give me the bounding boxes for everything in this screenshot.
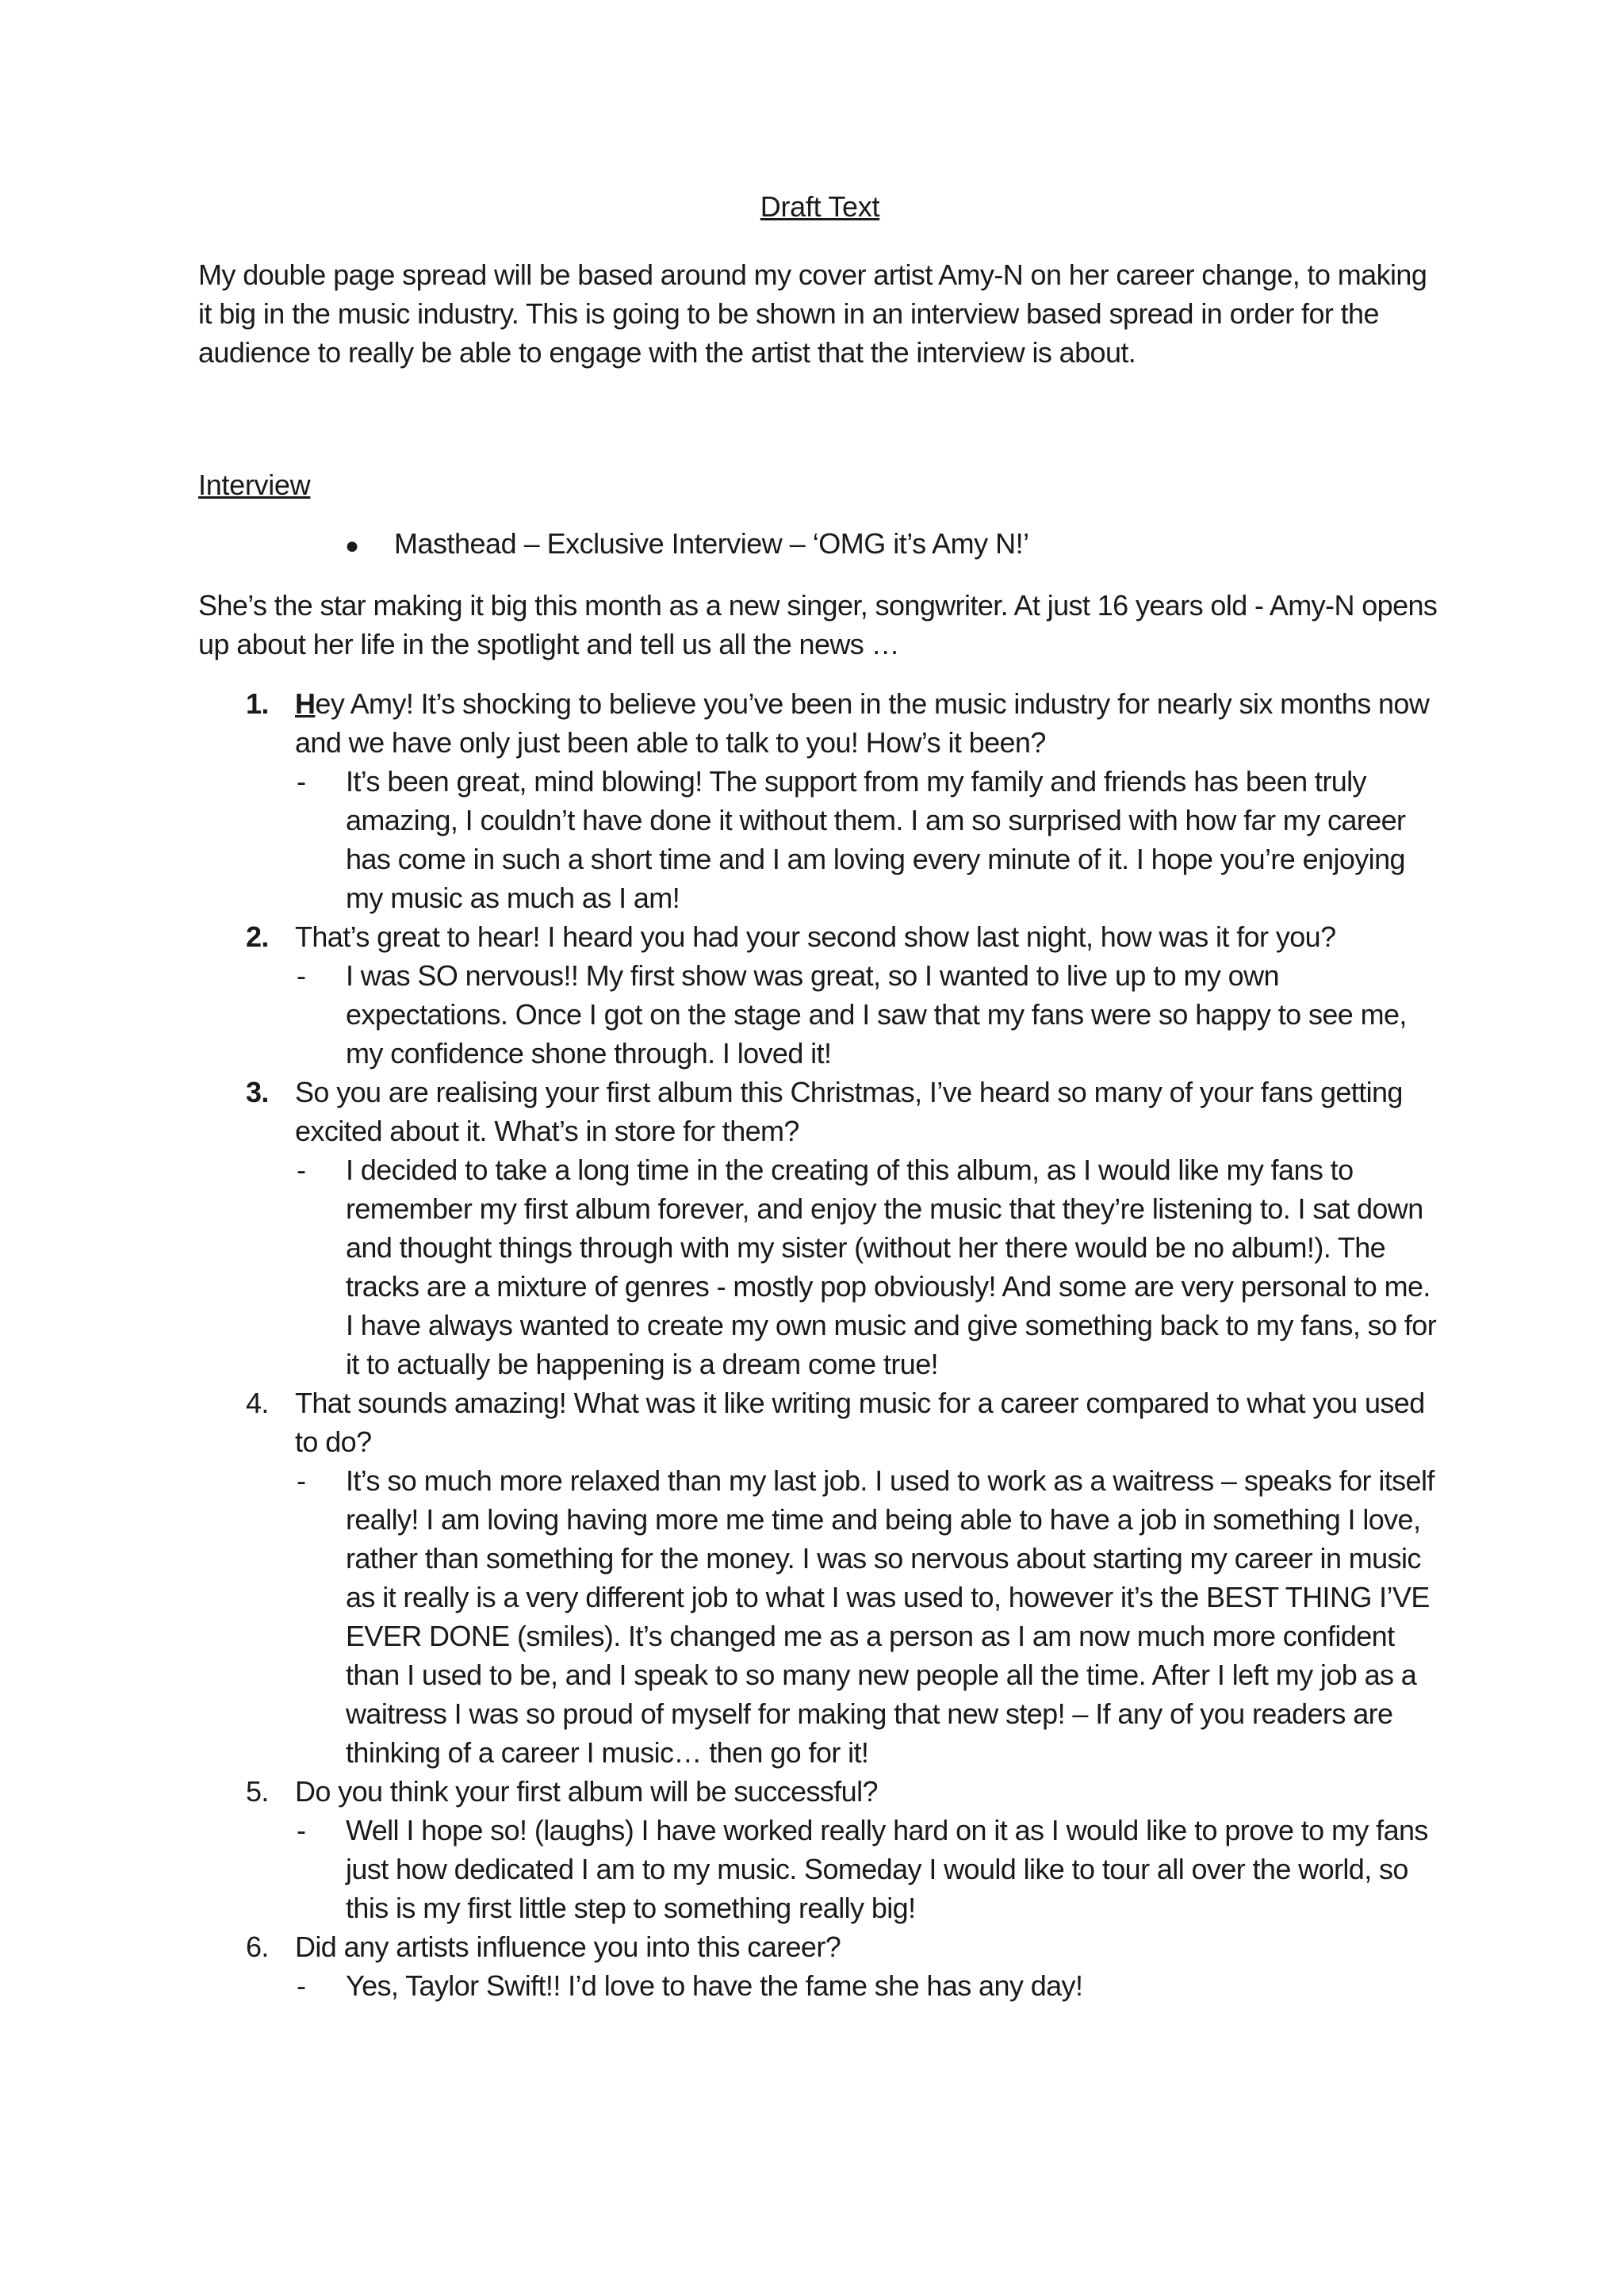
masthead-text: Masthead – Exclusive Interview – ‘OMG it’s Amy N!’ bbox=[394, 527, 1029, 560]
qa-item bbox=[198, 1383, 1442, 1772]
question-text: Do you think your first album will be successful? bbox=[295, 1775, 878, 1808]
question-text-rest: ey Amy! It’s shocking to believe you’ve been in the music industry for nearly six months now and we have only just been able to talk to you! How’s it been? bbox=[295, 687, 1430, 759]
question-row bbox=[198, 1927, 1442, 1966]
answer-text: Well I hope so! (laughs) I have worked really hard on it as I would like to prove to my fans just how dedicated I am to my music. Someday I would like to tour all over the world, so this is my first little step to something really big! bbox=[346, 1814, 1428, 1924]
document-title: Draft Text bbox=[760, 190, 880, 223]
question-first-letter: H bbox=[295, 687, 316, 720]
lead-paragraph: She’s the star making it big this month as a new singer, songwriter. At just 16 years old - Amy-N opens up about her life in the spotlight and tell us all the news … bbox=[198, 589, 1438, 660]
dash-icon: - bbox=[297, 765, 306, 798]
answer-row bbox=[295, 762, 1442, 917]
dash-icon: - bbox=[297, 959, 306, 992]
question-text: Did any artists influence you into this career? bbox=[295, 1931, 841, 1963]
question-number: 6. bbox=[246, 1931, 269, 1963]
qa-item bbox=[198, 917, 1442, 1073]
dash-icon: - bbox=[297, 1464, 306, 1497]
answer-text: I was SO nervous!! My first show was great, so I wanted to live up to my own expectations. Once I got on the stage and I saw that my fans were so happy to see me, my confidence shone through. I loved it! bbox=[346, 959, 1407, 1070]
answer-row bbox=[295, 1966, 1442, 2005]
question-text: So you are realising your first album this Christmas, I’ve heard so many of your fans getting excited about it. What’s in store for them? bbox=[295, 1076, 1403, 1147]
answer-row bbox=[295, 956, 1442, 1073]
masthead-bullet bbox=[345, 527, 1442, 561]
section-heading-interview: Interview bbox=[198, 469, 311, 501]
question-row bbox=[198, 917, 1442, 956]
answer-text: I decided to take a long time in the creating of this album, as I would like my fans to remember my first album forever, and enjoy the music that they’re listening to. I sat down and thought things through with my sister (without her there would be no album!). The tracks are a mixture of genres - mostly pop obviously! And some are very personal to me. I have always wanted to create my own music and give something back to my fans, so for it to actually be happening is a dream come true! bbox=[346, 1154, 1437, 1380]
question-number: 1. bbox=[246, 687, 269, 720]
intro-paragraph: My double page spread will be based around my cover artist Amy-N on her career change, to making it big in the music industry. This is going to be shown in an interview based spread in order for the audience to really be able to engage with the artist that the interview is about. bbox=[198, 258, 1427, 369]
qa-item bbox=[198, 1073, 1442, 1383]
question-number: 5. bbox=[246, 1775, 269, 1808]
answer-text: Yes, Taylor Swift!! I’d love to have the fame she has any day! bbox=[346, 1969, 1083, 2002]
qa-item bbox=[198, 1772, 1442, 1927]
qa-item bbox=[198, 1927, 1442, 2005]
question-number: 3. bbox=[246, 1076, 269, 1108]
answer-text: It’s so much more relaxed than my last job. I used to work as a waitress – speaks for itself really! I am loving having more me time and being able to have a job in something I love, rather than something for the money. I was so nervous about starting my career in music as it really is a very different job to what I was used to, however it’s the BEST THING I’VE EVER DONE (smiles). It’s changed me as a person as I am now much more confident than I used to be, and I speak to so many new people all the time. After I left my job as a waitress I was so proud of myself for making that new step! – If any of you readers are thinking of a career I music… then go for it! bbox=[346, 1464, 1434, 1769]
dash-icon: - bbox=[297, 1154, 306, 1186]
question-text: That sounds amazing! What was it like writing music for a career compared to what you used to do? bbox=[295, 1387, 1425, 1458]
answer-row bbox=[295, 1461, 1442, 1772]
qa-item bbox=[198, 684, 1442, 917]
qa-list bbox=[198, 684, 1442, 2005]
dash-icon: - bbox=[297, 1814, 306, 1846]
question-number: 2. bbox=[246, 920, 269, 953]
answer-text: It’s been great, mind blowing! The support from my family and friends has been truly amazing, I couldn’t have done it without them. I am so surprised with how far my career has come in such a short time and I am loving every minute of it. I hope you’re enjoying my music as much as I am! bbox=[346, 765, 1406, 914]
question-text bbox=[295, 684, 1442, 762]
question-number: 4. bbox=[246, 1387, 269, 1419]
question-text: That’s great to hear! I heard you had your second show last night, how was it for you? bbox=[295, 920, 1336, 953]
question-row bbox=[198, 1772, 1442, 1811]
answer-row bbox=[295, 1150, 1442, 1383]
question-row bbox=[198, 1383, 1442, 1461]
answer-row bbox=[295, 1811, 1442, 1927]
question-row bbox=[198, 684, 1442, 762]
bullet-icon: ● bbox=[345, 533, 359, 559]
question-row bbox=[198, 1073, 1442, 1150]
dash-icon: - bbox=[297, 1969, 306, 2002]
